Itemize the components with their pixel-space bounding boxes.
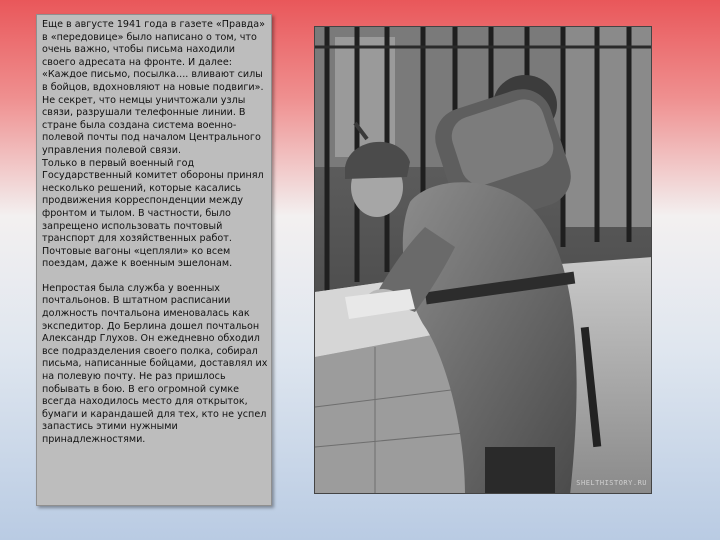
paragraph-1: Еще в августе 1941 года в газете «Правда» в «передовице» было написано о том, что очень важно, чтобы письма находили своего адресата на фронте. И далее: «Каждое письмо, посылка.... вливают силы в бойцов, вдохновляют на новые подвиги». Не секрет, что немцы уничтожали узлы связи, разрушали телефонные линии. В стране была создана система военно-полевой почты под началом Центрального управления полевой связи. [42, 19, 266, 156]
paragraph-gap [42, 271, 268, 283]
soldier-photo [314, 26, 652, 494]
photo-watermark: SHELTHISTORY.RU [576, 479, 647, 487]
paragraph-2: Только в первый военный год Государственный комитет обороны принял несколько решений, которые касались продвижения корреспонденции между фронтом и тылом. В частности, было запрещено использовать почтовый транспорт для хозяйственных работ. Почтовые вагоны «цепляли» ко всем поездам, даже к военным эшелонам. [42, 157, 264, 270]
photo-illustration [315, 27, 652, 494]
paragraph-3: Непростая была служба у военных почтальонов. В штатном расписании должность почтальона именовалась как экспедитор. До Берлина дошел почтальон Александр Глухов. Он ежедневно обходил все подразделения своего полка, собирал письма, написанные бойцами, доставлял их на полевую почту. Не раз пришлось побывать в бою. В его огромной сумке всегда находилось место для открыток, бумаги и карандашей для тех, кто не успел запастись этими нужными принадлежностями. [42, 282, 268, 445]
text-panel [36, 14, 272, 506]
